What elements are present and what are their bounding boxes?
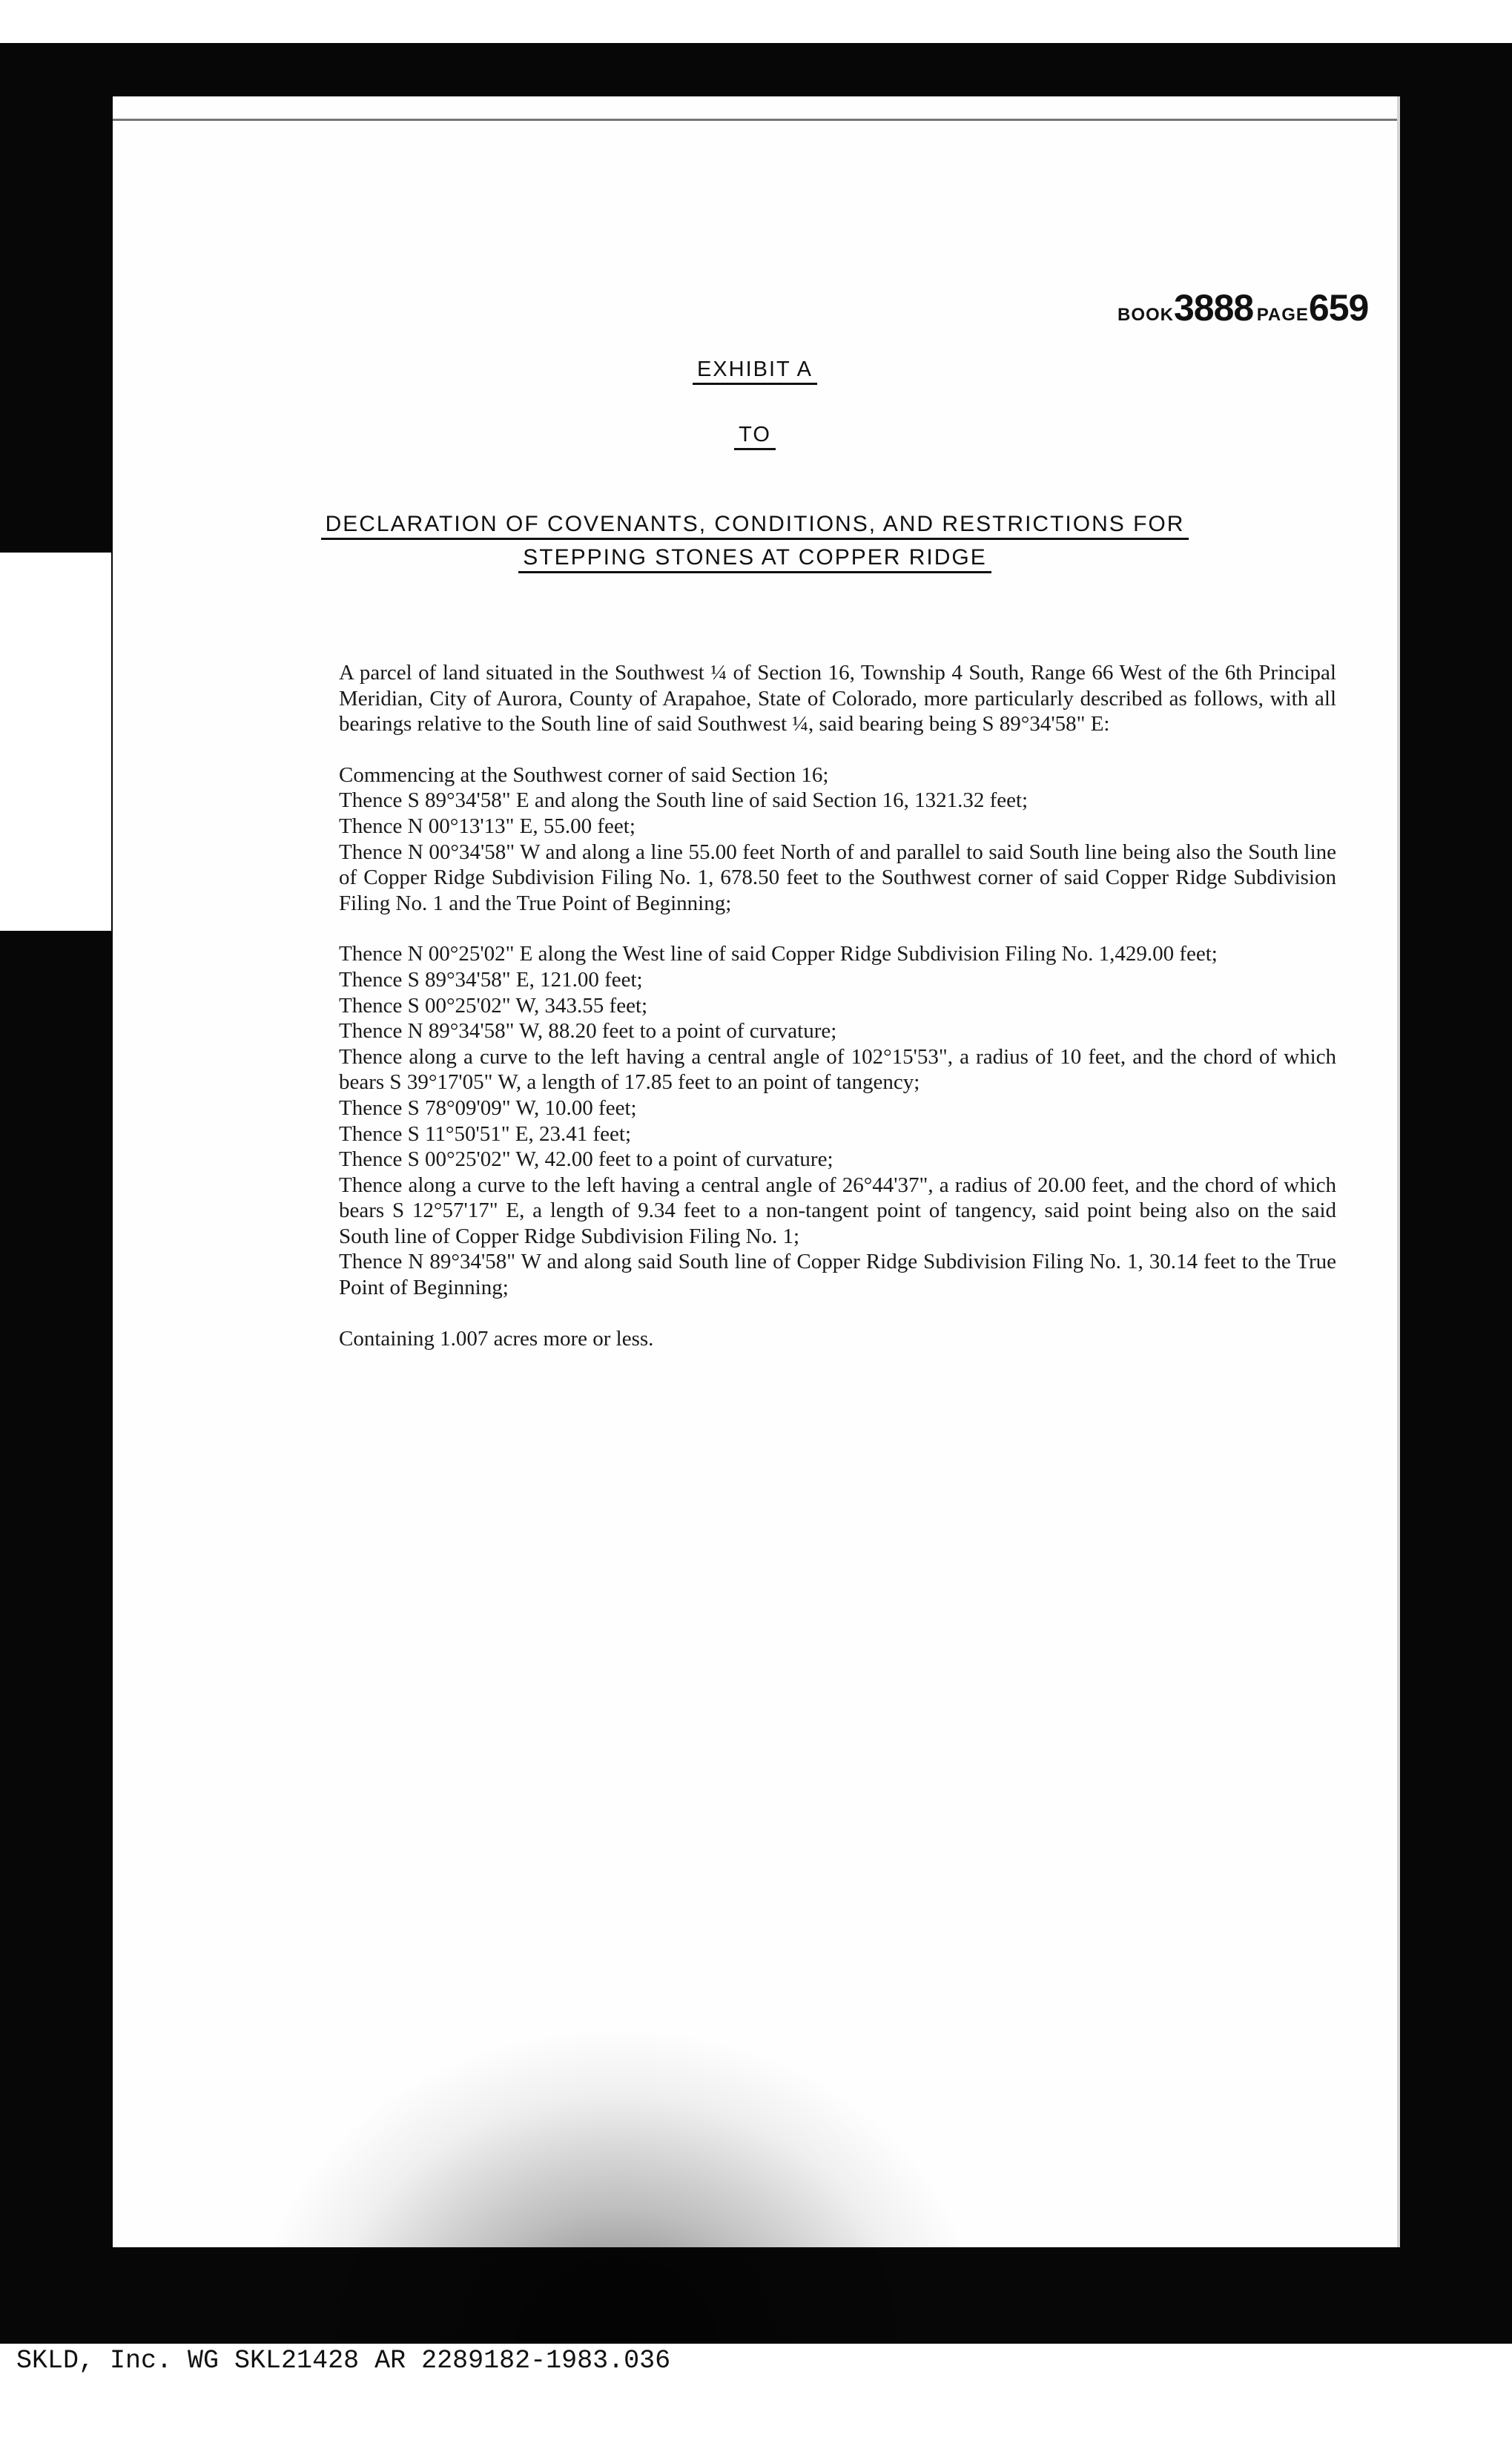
scan-noise [246, 2025, 988, 2344]
course-line: Thence N 00°25'02" E along the West line of said Copper Ridge Subdivision Filing No. 1,429.00 feet; [339, 942, 1218, 966]
page-top-rule [113, 119, 1397, 121]
intro-paragraph: A parcel of land situated in the Southwest ¼ of Section 16, Township 4 South, Range 66 West of the 6th Principal Meridian, City of Aurora, County of Arapahoe, State of Colorado, more particularly described as follows, with all bearings relative to the South line of said Southwest ¼, said bearing being S 89°34'58" E: [339, 661, 1336, 736]
document-page [113, 96, 1400, 2247]
containing-statement: Containing 1.007 acres more or less. [339, 1326, 654, 1351]
exhibit-heading [113, 357, 1397, 382]
to-heading [113, 423, 1397, 447]
scan-top-margin [0, 0, 1512, 43]
commencing-line: Thence S 89°34'58" E and along the South line of said Section 16, 1321.32 feet; [339, 788, 1029, 813]
book-number: 3888 [1174, 287, 1254, 329]
paragraph-gap [339, 1301, 1336, 1326]
paragraph-gap [339, 916, 1336, 941]
to-heading-text: TO [734, 423, 776, 450]
course-line: Thence N 89°34'58" W, 88.20 feet to a point of curvature; [339, 1019, 837, 1044]
book-page-reference [1118, 286, 1368, 329]
subdivision-title [113, 545, 1397, 570]
course-line: Thence S 11°50'51" E, 23.41 feet; [339, 1121, 632, 1146]
archive-footer: SKLD, Inc. WG SKL21428 AR 2289182-1983.036 [16, 2346, 671, 2376]
page-label: PAGE [1256, 305, 1309, 325]
legal-description [339, 660, 1336, 1351]
course-line: Thence N 89°34'58" W and along said South line of Copper Ridge Subdivision Filing No. 1, 30.14 feet to the True Point of Beginning; [339, 1250, 1336, 1300]
page-number: 659 [1308, 287, 1369, 329]
paragraph-gap [339, 737, 1336, 762]
declaration-title-text: DECLARATION OF COVENANTS, CONDITIONS, AND RESTRICTIONS FOR [321, 512, 1189, 540]
course-line: Thence along a curve to the left having a central angle of 26°44'37", a radius of 20.00 feet, and the chord of which bears S 12°57'17" E, a length of 9.34 feet to a non-tangent point of tangency, said point being also on the said South line of Copper Ridge Subdivision Filing No. 1; [339, 1173, 1336, 1248]
book-label: BOOK [1118, 305, 1174, 325]
commencing-line: Thence N 00°34'58" W and along a line 55.00 feet North of and parallel to said South line being also the South line of Copper Ridge Subdivision Filing No. 1, 678.50 feet to the Southwest corner of said Copper Ridge Subdivision Filing No. 1 and the True Point of Beginning; [339, 840, 1336, 915]
scan-left-strip [0, 553, 111, 931]
course-line: Thence along a curve to the left having a central angle of 102°15'53", a radius of 10 feet, and the chord of which bears S 39°17'05" W, a length of 17.85 feet to an point of tangency; [339, 1044, 1336, 1095]
course-line: Thence S 78°09'09" W, 10.00 feet; [339, 1095, 637, 1120]
course-line: Thence S 00°25'02" W, 42.00 feet to a point of curvature; [339, 1147, 833, 1172]
commencing-block [339, 762, 1336, 917]
course-line: Thence S 89°34'58" E, 121.00 feet; [339, 967, 643, 992]
course-block [339, 941, 1336, 1300]
course-line: Thence S 00°25'02" W, 343.55 feet; [339, 993, 648, 1018]
subdivision-title-text: STEPPING STONES AT COPPER RIDGE [518, 545, 991, 573]
exhibit-heading-text: EXHIBIT A [693, 357, 817, 385]
declaration-title [113, 512, 1397, 537]
commencing-line: Thence N 00°13'13" E, 55.00 feet; [339, 814, 635, 838]
commencing-line: Commencing at the Southwest corner of said Section 16; [339, 762, 829, 787]
